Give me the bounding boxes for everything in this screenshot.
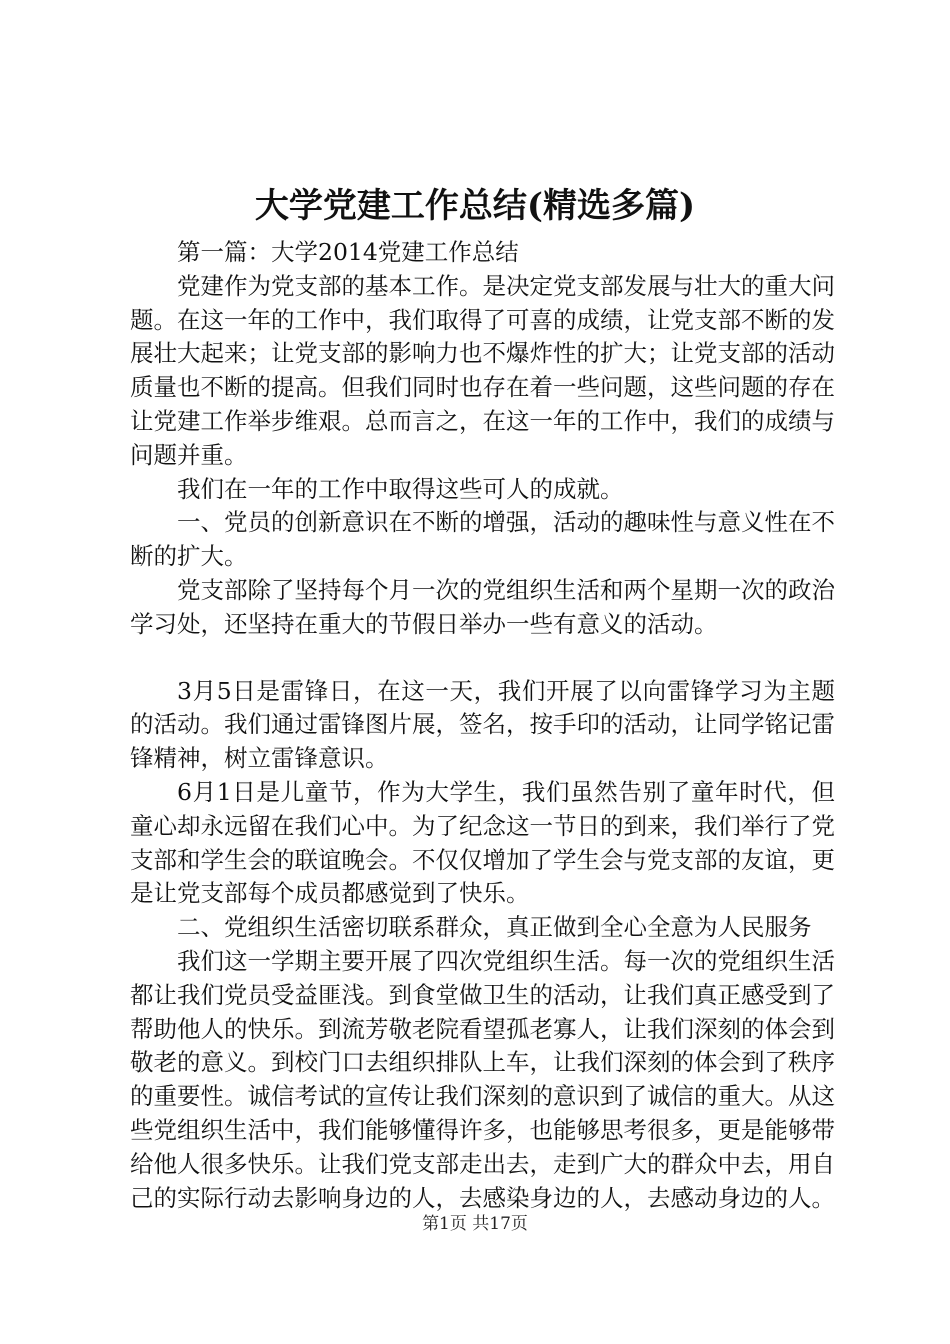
subsection-heading: 二、党组织生活密切联系群众，真正做到全心全意为人民服务 — [177, 913, 812, 942]
page-footer: 第1页 共17页 — [422, 1214, 528, 1234]
body-paragraph: 3月5日是雷锋日，在这一天，我们开展了以向雷锋学习为主题的活动。我们通过雷锋图片展，签名，按手印的活动，让同学铭记雷锋精神，树立雷锋意识。 — [130, 676, 835, 773]
body-paragraph: 党建作为党支部的基本工作。是决定党支部发展与壮大的重大问题。在这一年的工作中，我们取得了可喜的成绩，让党支部不断的发展壮大起来；让党支部的影响力也不爆炸性的扩大；让党支部的活动质量也不断的提高。但我们同时也存在着一些问题，这些问题的存在让党建工作举步维艰。总而言之，在这一年的工作中，我们的成绩与问题并重。 — [130, 271, 835, 469]
subsection-heading: 一、党员的创新意识在不断的增强，活动的趣味性与意义性在不断的扩大。 — [130, 508, 835, 571]
body-paragraph: 我们这一学期主要开展了四次党组织生活。每一次的党组织生活都让我们党员受益匪浅。到食堂做卫生的活动，让我们真正感受到了帮助他人的快乐。到流芳敬老院看望孤老寡人，让我们深刻的体会到敬老的意义。到校门口去组织排队上车，让我们深刻的体会到了秩序的重要性。诚信考试的宣传让我们深刻的意识到了诚信的重大。从这些党组织生活中，我们能够懂得许多，也能够思考很多，更是能够带给他人很多快乐。让我们党支部走出去，走到广大的群众中去，用自己的实际行动去影响身边的人，去感染身边的人，去感动身边的人。 — [130, 946, 835, 1212]
body-paragraph: 我们在一年的工作中取得这些可人的成就。 — [177, 474, 624, 503]
section-heading: 第一篇：大学2014党建工作总结 — [177, 238, 519, 266]
document-title: 大学党建工作总结(精选多篇) — [254, 186, 696, 226]
document-body — [130, 236, 835, 1215]
body-paragraph: 6月1日是儿童节，作为大学生，我们虽然告别了童年时代，但童心却永远留在我们心中。为了纪念这一节日的到来，我们举行了党支部和学生会的联谊晚会。不仅仅增加了学生会与党支部的友谊，更是让党支部每个成员都感觉到了快乐。 — [130, 777, 835, 908]
body-paragraph: 党支部除了坚持每个月一次的党组织生活和两个星期一次的政治学习处，还坚持在重大的节假日举办一些有意义的活动。 — [130, 575, 835, 638]
